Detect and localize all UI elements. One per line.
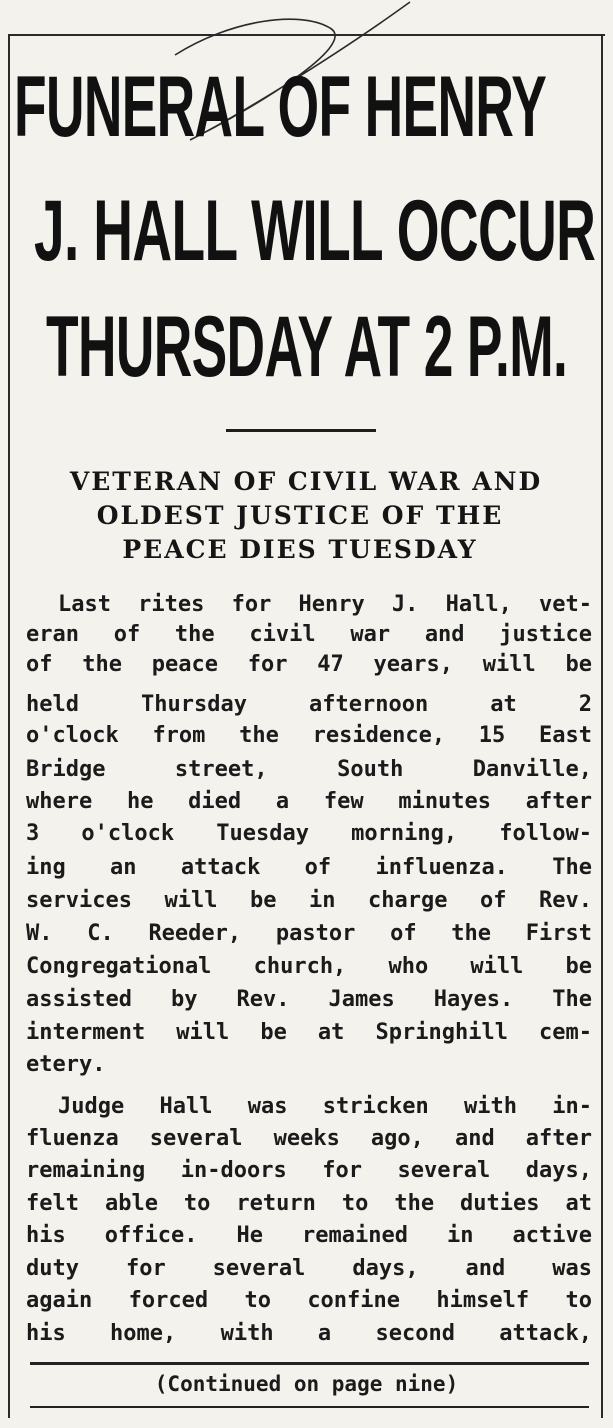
subheadline-line-1: VETERAN OF CIVIL WAR AND <box>69 467 543 496</box>
article-line: fluenza several weeks ago, and after <box>26 1126 592 1151</box>
article-line: eran of the civil war and justice <box>26 622 592 647</box>
article-line: 3 o'clock Tuesday morning, follow- <box>26 821 592 846</box>
subheadline-line-2: OLDEST JUSTICE OF THE <box>96 501 504 530</box>
article-line: his home, with a second attack, <box>26 1321 592 1346</box>
headline-line-1: FUNERAL OF HENRY <box>14 59 547 155</box>
article-line: Judge Hall was stricken with in- <box>58 1094 592 1119</box>
article-line: o'clock from the residence, 15 East <box>26 723 592 748</box>
article-line: his office. He remained in active <box>26 1223 592 1248</box>
article-line: of the peace for 47 years, will be <box>26 652 592 677</box>
subheadline-line-3: PEACE DIES TUESDAY <box>122 535 478 564</box>
article-line: Bridge street, South Danville, <box>26 757 592 782</box>
article-line: interment will be at Springhill cem- <box>26 1020 592 1045</box>
article-line: duty for several days, and was <box>26 1256 592 1281</box>
article-line: again forced to confine himself to <box>26 1288 592 1313</box>
article-line: remaining in-doors for several days, <box>26 1158 592 1183</box>
article-line: felt able to return to the duties at <box>26 1191 592 1216</box>
headline-line-2: J. HALL WILL OCCUR <box>34 183 596 279</box>
article-line: held Thursday afternoon at 2 <box>26 692 592 717</box>
article-line: Last rites for Henry J. Hall, vet- <box>58 592 592 617</box>
continuation-rule-bottom <box>30 1406 589 1408</box>
article-line: services will be in charge of Rev. <box>26 888 592 913</box>
right-column-rule <box>601 34 603 1418</box>
article-line: W. C. Reeder, pastor of the First <box>26 921 592 946</box>
article-line: where he died a few minutes after <box>26 789 592 814</box>
article-line: etery. <box>26 1052 106 1077</box>
headline-divider <box>226 429 376 432</box>
headline-line-3: THURSDAY AT 2 P.M. <box>46 299 568 395</box>
article-line: ing an attack of influenza. The <box>26 855 592 880</box>
continuation-rule-top <box>30 1362 589 1365</box>
article-line: assisted by Rev. James Hayes. The <box>26 987 592 1012</box>
left-column-rule <box>8 34 10 1418</box>
continued-on-page-note: (Continued on page nine) <box>154 1372 459 1396</box>
article-line: Congregational church, who will be <box>26 954 592 979</box>
